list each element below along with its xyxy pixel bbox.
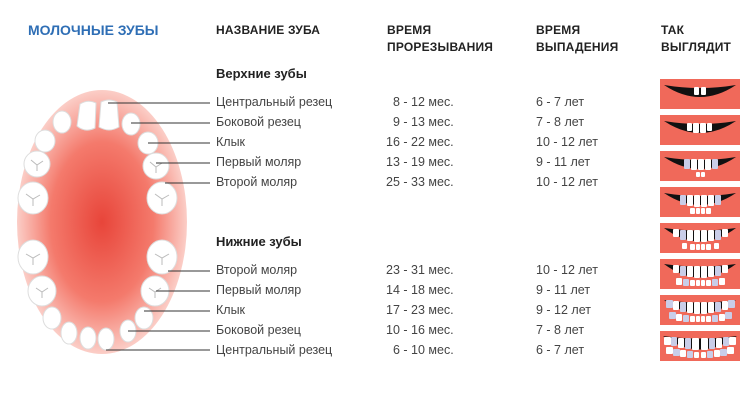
jaw-diagram	[0, 0, 210, 400]
upper-row-1-loss: 6 - 7 лет	[536, 95, 585, 109]
header-eruption-line2: ПРОРЕЗЫВАНИЯ	[387, 40, 494, 54]
tooth-lower-central-incisor-left	[80, 327, 96, 349]
upper-row-2-name: Боковой резец	[216, 115, 301, 129]
lower-row-5-eruption: 6 - 10 мес.	[393, 343, 454, 357]
header-loss-line2: ВЫПАДЕНИЯ	[536, 40, 619, 54]
lower-row-3-eruption: 17 - 23 мес.	[386, 303, 454, 317]
lower-row-4-name: Боковой резец	[216, 323, 301, 337]
lower-row-4-eruption: 10 - 16 мес.	[386, 323, 454, 337]
upper-row-1-name: Центральный резец	[216, 95, 333, 109]
palate-area	[17, 90, 187, 354]
upper-row-5-name: Второй моляр	[216, 175, 298, 189]
lower-teeth-label: Нижние зубы	[216, 234, 302, 249]
tooth-lower-second-molar-left	[18, 240, 48, 274]
mouth-thumbnail-stage-5	[660, 223, 740, 253]
mouth-thumbnail-stage-7	[660, 295, 740, 325]
lower-row-1-loss: 10 - 12 лет	[536, 263, 598, 277]
tooth-lower-canine-right	[135, 307, 153, 329]
page-title: МОЛОЧНЫЕ ЗУБЫ	[28, 22, 159, 38]
tooth-upper-lateral-incisor-right	[122, 113, 140, 135]
mouth-thumbnail-stage-1	[660, 79, 740, 109]
tooth-upper-first-molar-left	[24, 151, 50, 177]
header-appearance-line1: ТАК	[661, 23, 685, 37]
lower-row-2-eruption: 14 - 18 мес.	[386, 283, 454, 297]
mouth-thumbnail-stage-2	[660, 115, 740, 145]
lower-row-4-loss: 7 - 8 лет	[536, 323, 585, 337]
lower-row-3-loss: 9 - 12 лет	[536, 303, 591, 317]
header-loss-line1: ВРЕМЯ	[536, 23, 581, 37]
tooth-lower-first-molar-left	[28, 276, 56, 306]
upper-row-2-loss: 7 - 8 лет	[536, 115, 585, 129]
tooth-upper-second-molar-left	[18, 182, 48, 214]
header-tooth-name: НАЗВАНИЕ ЗУБА	[216, 23, 321, 37]
header-loss-time	[536, 22, 618, 56]
lower-row-5-loss: 6 - 7 лет	[536, 343, 585, 357]
upper-row-4-loss: 9 - 11 лет	[536, 155, 591, 169]
upper-row-5-eruption: 25 - 33 мес.	[386, 175, 454, 189]
tooth-upper-central-incisor-left	[77, 101, 96, 130]
tooth-upper-second-molar-right	[147, 182, 177, 214]
lower-row-2-loss: 9 - 11 лет	[536, 283, 591, 297]
lower-row-1-name: Второй моляр	[216, 263, 298, 277]
tooth-upper-canine-left	[35, 130, 55, 152]
lower-row-3-name: Клык	[216, 303, 246, 317]
tooth-lower-central-incisor-right	[98, 328, 114, 350]
mouth-thumbnail-stage-3	[660, 151, 740, 181]
tooth-lower-canine-left	[43, 307, 61, 329]
upper-teeth-label: Верхние зубы	[216, 66, 307, 81]
lower-row-5-name: Центральный резец	[216, 343, 333, 357]
header-appearance-line2: ВЫГЛЯДИТ	[661, 40, 732, 54]
mouth-thumbnail-stage-4	[660, 187, 740, 217]
mouth-thumbnail-stage-6	[660, 259, 740, 289]
mouth-thumbnail-stage-8	[660, 331, 740, 361]
upper-row-4-name: Первый моляр	[216, 155, 302, 169]
lower-row-2-name: Первый моляр	[216, 283, 302, 297]
upper-row-2-eruption: 9 - 13 мес.	[393, 115, 454, 129]
tooth-upper-first-molar-right	[143, 153, 169, 179]
upper-row-4-eruption: 13 - 19 мес.	[386, 155, 454, 169]
lower-row-1-eruption: 23 - 31 мес.	[386, 263, 454, 277]
header-eruption-time	[387, 22, 493, 56]
tooth-upper-lateral-incisor-left	[53, 111, 71, 133]
upper-row-3-eruption: 16 - 22 мес.	[386, 135, 454, 149]
upper-row-3-loss: 10 - 12 лет	[536, 135, 598, 149]
tooth-lower-lateral-incisor-left	[61, 322, 77, 344]
upper-row-1-eruption: 8 - 12 мес.	[393, 95, 454, 109]
header-appearance	[661, 22, 731, 56]
header-eruption-line1: ВРЕМЯ	[387, 23, 432, 37]
tooth-lower-second-molar-right	[147, 240, 177, 274]
upper-row-5-loss: 10 - 12 лет	[536, 175, 598, 189]
tooth-upper-central-incisor-right	[99, 100, 119, 130]
upper-row-3-name: Клык	[216, 135, 246, 149]
